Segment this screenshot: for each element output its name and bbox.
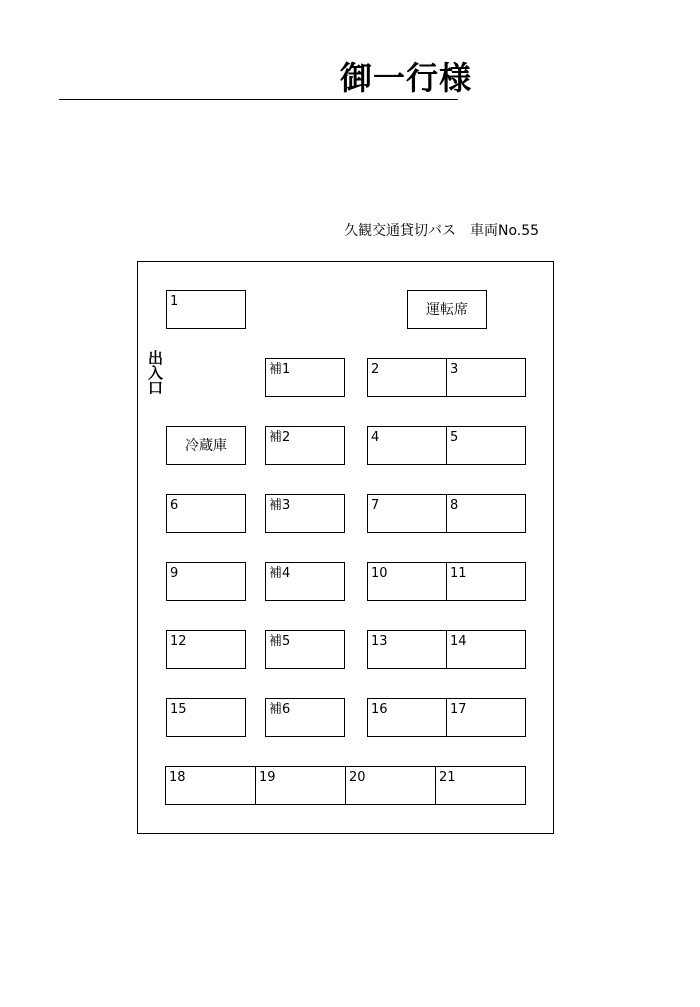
- seat-15: [166, 698, 246, 737]
- seat-8: [446, 494, 526, 533]
- aux-seat-5: [265, 630, 345, 669]
- seat-3: [446, 358, 526, 397]
- seat-number: 7: [371, 498, 380, 513]
- seat-number: 補3: [269, 498, 291, 513]
- seat-17: [446, 698, 526, 737]
- seat-number: 11: [450, 566, 467, 581]
- seat-number: 4: [371, 430, 380, 445]
- seat-number: 補6: [269, 702, 291, 717]
- aux-seat-3: [265, 494, 345, 533]
- seat-number: 5: [450, 430, 459, 445]
- aux-seat-6: [265, 698, 345, 737]
- seat-number: 補5: [269, 634, 291, 649]
- seat-12: [166, 630, 246, 669]
- seat-number: 10: [371, 566, 388, 581]
- seat-number: 13: [371, 634, 388, 649]
- driver-seat: 運転席: [407, 290, 487, 329]
- seat-10: [367, 562, 447, 601]
- seat-9: [166, 562, 246, 601]
- seat-16: [367, 698, 447, 737]
- seat-number: 18: [169, 770, 186, 785]
- bus-label: 久観交通貸切バス 車両No.55: [344, 223, 540, 239]
- seat-number: 16: [371, 702, 388, 717]
- aux-seat-2: [265, 426, 345, 465]
- title-underline: [59, 99, 458, 100]
- seat-number: 2: [371, 362, 380, 377]
- seat-19: [255, 766, 346, 805]
- seat-number: 17: [450, 702, 467, 717]
- page-title: 御一行様: [340, 59, 473, 97]
- seat-number: 3: [450, 362, 459, 377]
- seat-21: [435, 766, 526, 805]
- bus-outline: [137, 261, 554, 834]
- seat-number: 6: [170, 498, 179, 513]
- entrance-label: 出入口: [146, 350, 164, 395]
- seat-2: [367, 358, 447, 397]
- seat-number: 補2: [269, 430, 291, 445]
- seat-number: 補1: [269, 362, 291, 377]
- seat-number: 12: [170, 634, 187, 649]
- seat-20: [345, 766, 436, 805]
- seat-13: [367, 630, 447, 669]
- seat-number: 8: [450, 498, 459, 513]
- seat-4: [367, 426, 447, 465]
- seat-7: [367, 494, 447, 533]
- seat-11: [446, 562, 526, 601]
- seat-number: 9: [170, 566, 179, 581]
- seat-18: [165, 766, 256, 805]
- seat-5: [446, 426, 526, 465]
- seat-number: 14: [450, 634, 467, 649]
- seat-number: 20: [349, 770, 366, 785]
- seat-number: 補4: [269, 566, 291, 581]
- seat-number: 1: [170, 294, 179, 309]
- aux-seat-4: [265, 562, 345, 601]
- seat-14: [446, 630, 526, 669]
- aux-seat-1: [265, 358, 345, 397]
- seat-1: [166, 290, 246, 329]
- seat-number: 15: [170, 702, 187, 717]
- seat-number: 21: [439, 770, 456, 785]
- fridge: 冷蔵庫: [166, 426, 246, 465]
- seat-6: [166, 494, 246, 533]
- seat-number: 19: [259, 770, 276, 785]
